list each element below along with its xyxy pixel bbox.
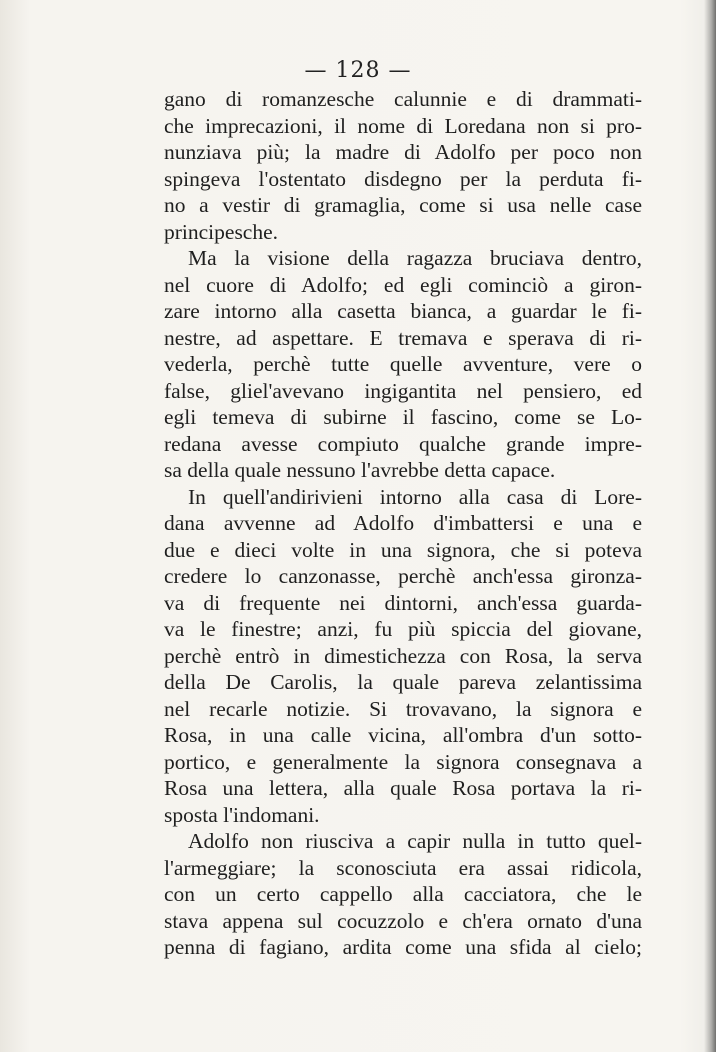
text-line: portico, e generalmente la signora consegnava a bbox=[164, 749, 642, 774]
text-line: gano di romanzesche calunnie e di drammati- bbox=[164, 87, 642, 111]
text-line: redana avesse compiuto qualche grande impre- bbox=[164, 431, 642, 456]
text-line: vederla, perchè tutte quelle avventure, vere o bbox=[164, 352, 642, 376]
text-line: sposta l'indomani. bbox=[164, 802, 320, 827]
text-line: va di frequente nei dintorni, anch'essa guarda- bbox=[164, 590, 642, 615]
text-line: nestre, ad aspettare. E tremava e sperava di ri- bbox=[164, 325, 642, 350]
text-line: stava appena sul cocuzzolo e ch'era ornato d'una bbox=[164, 908, 642, 933]
text-line: Adolfo non riusciva a capir nulla in tutto quel- bbox=[188, 829, 642, 853]
text-line: spingeva l'ostentato disdegno per la perduta fi- bbox=[164, 166, 642, 191]
text-line: nel recarle notizie. Si trovavano, la signora e bbox=[164, 696, 642, 721]
text-line: nunziava più; la madre di Adolfo per poco non bbox=[164, 140, 642, 164]
text-line: con un certo cappello alla cacciatora, che le bbox=[164, 882, 642, 906]
text-line: zare intorno alla casetta bianca, a guardar le fi- bbox=[164, 299, 642, 323]
text-line: principesche. bbox=[164, 219, 279, 244]
text-line: egli temeva di subirne il fascino, come se Lo- bbox=[164, 405, 642, 429]
text-line: che imprecazioni, il nome di Loredana non si pro- bbox=[164, 113, 642, 138]
text-line: della De Carolis, la quale pareva zelantissima bbox=[164, 670, 642, 694]
body-text bbox=[164, 86, 642, 961]
text-line: false, gliel'avevano ingigantita nel pensiero, ed bbox=[164, 378, 642, 403]
text-line: sa della quale nessuno l'avrebbe detta capace. bbox=[164, 458, 556, 482]
text-line: due e dieci volte in una signora, che si poteva bbox=[164, 537, 642, 562]
text-line: l'armeggiare; la sconosciuta era assai ridicola, bbox=[164, 855, 642, 880]
text-line: Rosa, in una calle vicina, all'ombra d'un sotto- bbox=[164, 723, 642, 747]
text-line: dana avvenne ad Adolfo d'imbattersi e una e bbox=[164, 511, 642, 535]
text-line: In quell'andirivieni intorno alla casa di Lore- bbox=[188, 484, 642, 509]
text-line: no a vestir di gramaglia, come si usa nelle case bbox=[164, 193, 642, 217]
text-line: perchè entrò in dimestichezza con Rosa, la serva bbox=[164, 643, 642, 668]
page-number: — 128 — bbox=[304, 58, 412, 83]
text-line: penna di fagiano, ardita come una sfida al cielo; bbox=[164, 935, 642, 959]
page-edge-shadow bbox=[704, 0, 716, 1052]
text-line: nel cuore di Adolfo; ed egli cominciò a giron- bbox=[164, 272, 642, 297]
text-line: Ma la visione della ragazza bruciava dentro, bbox=[188, 246, 642, 270]
text-line: credere lo canzonasse, perchè anch'essa gironza- bbox=[164, 564, 642, 588]
text-line: va le finestre; anzi, fu più spiccia del giovane, bbox=[164, 617, 642, 641]
text-line: Rosa una lettera, alla quale Rosa portava la ri- bbox=[164, 776, 642, 800]
